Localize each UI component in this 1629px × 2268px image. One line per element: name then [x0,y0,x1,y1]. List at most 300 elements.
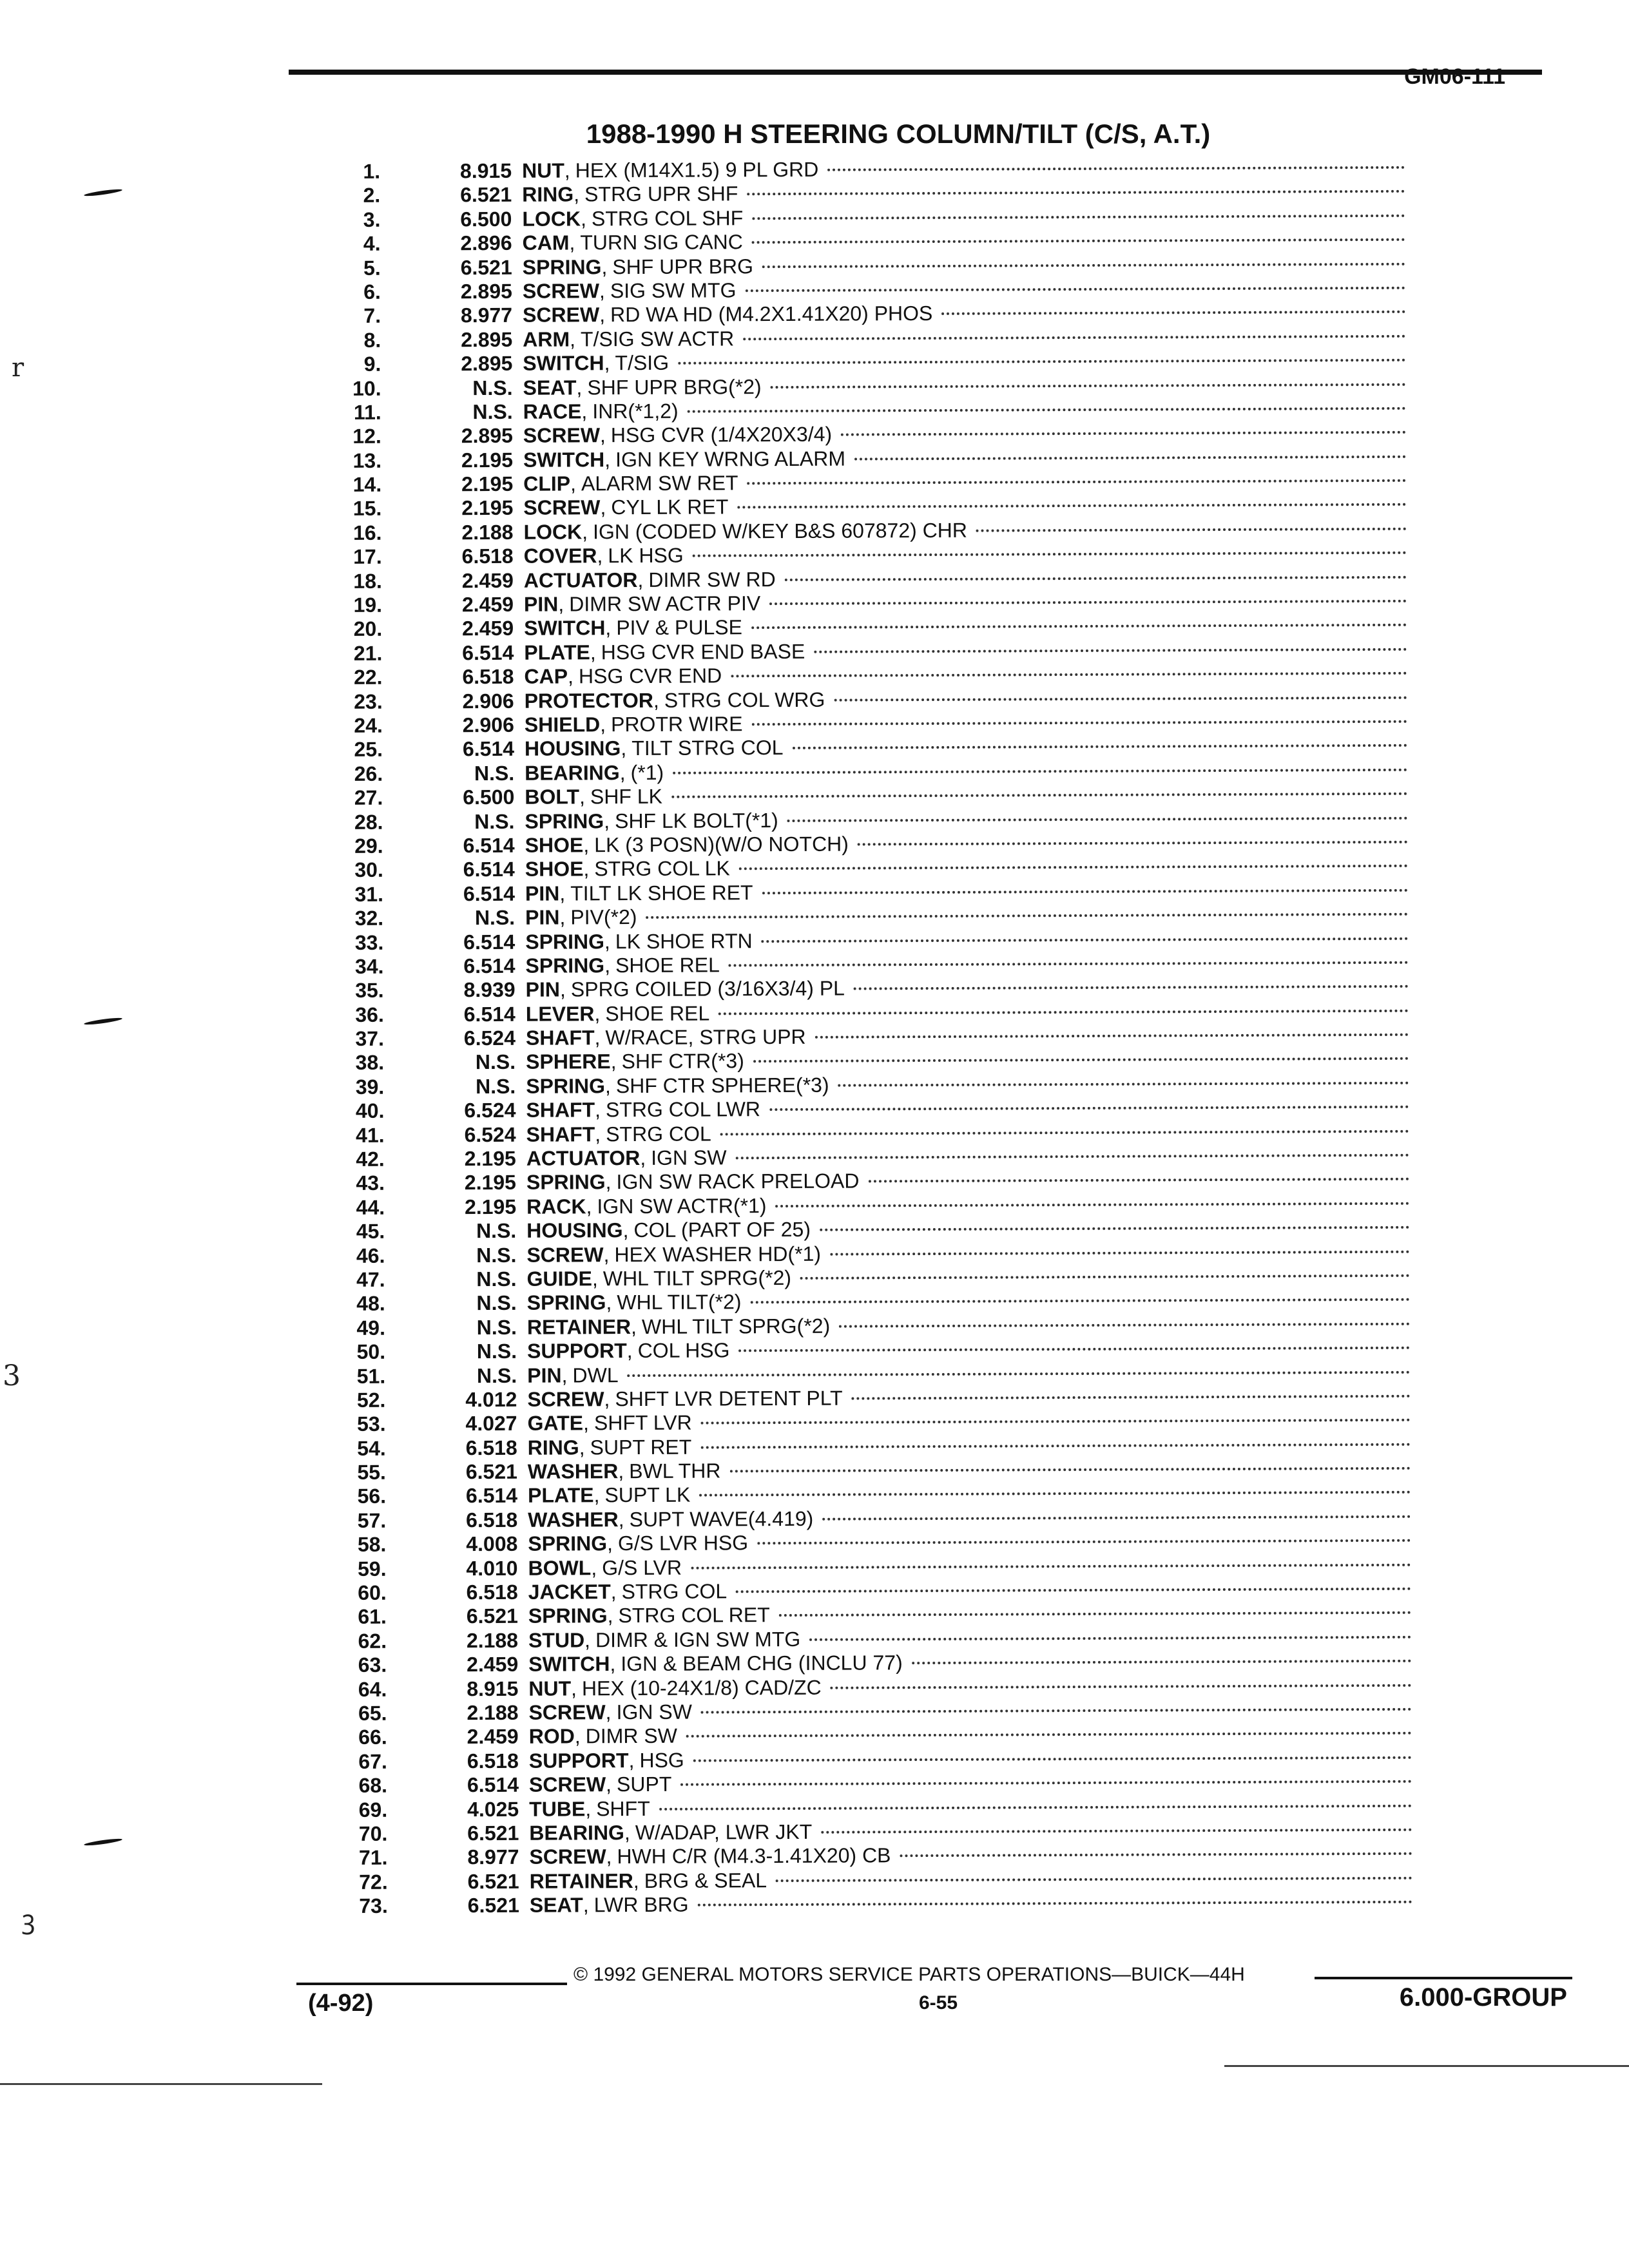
part-description: SUPT WAVE(4.419) [629,1506,814,1531]
part-name: SCREW [526,1242,604,1267]
dot-leader [673,769,1407,774]
part-number: 32. [354,906,384,930]
part-name: ACTUATOR [526,1146,641,1170]
part-description: PROTR WIRE [610,712,743,736]
part-description: SHF CTR(*3) [621,1049,744,1073]
part-name: RETAINER [526,1314,631,1339]
part-separator: , [581,399,588,423]
part-name: SUPPORT [526,1339,627,1363]
part-group-code: 2.895 [461,351,513,376]
part-number: 38. [355,1051,385,1075]
part-separator: , [594,1026,601,1050]
part-group-code: 6.524 [464,1099,516,1122]
part-description: SUPT [616,1772,672,1796]
dot-leader [809,1636,1411,1641]
binder-hole-mark [84,1838,122,1847]
part-group-code: N.S. [472,399,513,424]
part-description: HEX WASHER HD(*1) [614,1242,822,1266]
part-description: TILT LK SHOE RET [570,880,753,905]
part-number: 35. [355,979,384,1003]
dot-leader [678,359,1405,365]
dot-leader [834,696,1407,701]
dot-leader [800,1274,1410,1280]
part-group-code: 2.459 [467,1725,519,1749]
part-description: W/RACE, STRG UPR [605,1024,806,1050]
part-description: IGN (CODED W/KEY B&S 607872) CHR [592,518,968,544]
dot-leader [701,1419,1411,1425]
part-group-code: 2.459 [462,617,514,640]
part-group-code: 6.521 [467,1893,519,1917]
part-separator: , [604,351,610,375]
part-separator: , [570,327,576,351]
part-number: 73. [359,1894,388,1918]
part-description: INR(*1,2) [592,399,679,423]
part-name: PLATE [524,640,590,664]
dot-leader [671,793,1407,798]
dot-leader [747,479,1407,485]
part-description: SHOE REL [615,953,720,977]
part-name: PIN [523,592,559,616]
part-group-code: 2.195 [464,1195,517,1218]
part-group-code: 2.895 [461,327,513,351]
binder-hole-mark [84,188,122,197]
part-number: 26. [354,762,383,785]
part-number: 48. [356,1292,385,1316]
part-description: IGN SW [616,1700,692,1724]
part-separator: , [576,375,583,399]
dot-leader [776,1877,1412,1882]
part-separator: , [607,1604,613,1628]
part-name: RING [522,182,574,207]
part-group-code: 4.008 [466,1532,518,1556]
part-description: STRG COL RET [618,1603,770,1628]
part-description: DWL [572,1363,619,1387]
part-name: JACKET [528,1580,611,1604]
part-separator: , [605,1700,612,1724]
part-description: STRG COL [606,1122,711,1146]
part-group-code: 6.521 [460,255,512,279]
part-separator: , [583,857,590,881]
part-group-code: 2.195 [464,1171,517,1195]
part-number: 11. [353,400,381,424]
part-group-code: 6.500 [463,785,515,809]
part-number: 34. [354,954,384,978]
part-number: 58. [357,1532,387,1557]
part-number: 8. [363,328,381,352]
part-number: 14. [352,472,382,497]
part-separator: , [574,182,580,206]
part-separator: , [604,1074,611,1098]
part-name: HOUSING [526,1218,623,1242]
part-number: 45. [356,1219,385,1244]
part-description: SHF LK [590,784,663,809]
part-description: WHL TILT(*2) [617,1290,742,1314]
top-rule [289,70,1542,75]
part-name: GATE [527,1411,584,1436]
part-name: RACK [526,1195,586,1218]
dot-leader [737,503,1406,509]
part-name: SCREW [522,279,600,303]
part-number: 5. [363,256,381,280]
dot-leader [793,744,1407,749]
part-number: 54. [357,1436,386,1460]
part-number: 64. [358,1677,387,1701]
part-group-code: 6.518 [466,1580,518,1604]
part-number: 68. [358,1773,388,1798]
part-number: 9. [363,352,381,376]
part-number: 25. [354,738,383,762]
part-separator: , [571,1677,577,1700]
part-name: SPRING [525,929,605,954]
part-description: SPRG COILED (3/16X3/4) PL [570,976,845,1001]
footer-group: 6.000-GROUP [1399,1983,1567,2012]
part-number: 27. [354,785,383,810]
part-group-code: 6.514 [463,930,516,954]
dot-leader [698,1901,1412,1907]
part-group-code: N.S. [474,905,516,930]
part-separator: , [583,1411,590,1435]
dot-leader [762,937,1409,942]
part-description: SHF CTR SPHERE(*3) [615,1073,829,1097]
part-name: TUBE [529,1796,586,1821]
part-description: DIMR SW [585,1724,677,1748]
part-group-code: 8.915 [459,159,512,183]
part-description: SHF UPR BRG [612,254,754,278]
margin-glyph: 3 [3,1360,21,1392]
part-separator: , [561,1363,568,1387]
part-name: SPRING [526,1170,606,1195]
dot-leader [753,1057,1409,1062]
part-name: NUT [528,1677,572,1700]
part-group-code: 6.521 [460,183,512,207]
part-group-code: 6.514 [463,1002,516,1026]
dot-leader [752,215,1405,220]
dot-leader [720,1129,1409,1135]
dot-leader [771,383,1406,388]
part-group-code: N.S. [476,1243,517,1267]
part-number: 40. [355,1099,385,1123]
dot-leader [743,335,1405,340]
part-separator: , [600,495,606,519]
part-description: DIMR & IGN SW MTG [595,1627,801,1652]
part-group-code: 6.514 [462,737,515,761]
part-name: SPRING [526,1074,606,1098]
part-separator: , [580,207,587,231]
part-number: 57. [357,1508,387,1532]
part-group-code: 2.188 [461,520,514,544]
part-separator: , [606,1773,612,1796]
part-separator: , [619,760,626,784]
part-number: 24. [354,713,383,737]
part-name: SHOE [525,833,584,857]
part-description: STRG COL WRG [664,687,825,712]
part-separator: , [558,592,564,616]
part-description: SHFT LVR [593,1410,692,1435]
part-number: 51. [356,1364,386,1388]
part-name: SHAFT [526,1122,595,1146]
dot-leader [751,720,1407,726]
part-separator: , [606,1291,612,1314]
dot-leader [769,1106,1409,1111]
part-number: 67. [358,1749,387,1773]
part-group-code: 6.521 [467,1869,519,1893]
part-description: HSG CVR (1/4X20X3/4) [610,422,833,447]
part-number: 46. [356,1244,385,1267]
part-separator: , [583,833,590,857]
part-name: PROTECTOR [524,688,654,713]
part-separator: , [605,616,612,640]
dot-leader [854,455,1406,460]
part-group-code: 2.459 [467,1653,519,1677]
dot-leader [769,600,1407,605]
part-description: PIV(*2) [570,905,637,929]
dot-leader [701,1708,1412,1714]
dot-leader [841,431,1406,436]
parts-list [342,155,1412,1919]
dot-leader [838,1082,1409,1087]
part-description: SHF LK BOLT(*1) [614,808,778,832]
part-group-code: 2.195 [461,448,514,472]
dot-leader [854,985,1409,990]
part-name: ACTUATOR [523,568,638,592]
part-number: 69. [358,1798,388,1821]
part-separator: , [582,520,588,544]
part-description: SUPT LK [604,1483,691,1507]
part-number: 4. [363,231,381,256]
part-description: IGN & BEAM CHG (INCLU 77) [621,1651,903,1676]
part-description: WHL TILT SPRG(*2) [602,1265,792,1291]
dot-leader [738,1347,1410,1352]
part-row [349,1890,1412,1919]
part-description: PIV & PULSE [616,615,742,640]
part-name: CAM [522,231,570,255]
scan-edge-line [1224,2065,1629,2067]
part-name: SPRING [526,1291,606,1315]
part-number: 63. [358,1653,387,1677]
part-group-code: N.S. [475,1074,516,1098]
page-title: 1988-1990 H STEERING COLUMN/TILT (C/S, A.T.) [586,119,1211,149]
dot-leader [757,1539,1411,1544]
part-description: G/S LVR [602,1555,682,1579]
part-number: 61. [358,1605,387,1629]
part-name: SPRING [528,1604,608,1628]
part-description: SIG SW MTG [610,278,737,303]
part-description: STRG COL LK [594,856,730,881]
part-description: STRG COL SHF [591,206,744,231]
part-separator: , [599,303,606,327]
dot-leader [700,1443,1410,1448]
part-separator: , [574,1724,581,1748]
dot-leader [785,575,1407,581]
part-description: ALARM SW RET [581,471,738,495]
part-description: HSG CVR END [578,664,722,688]
part-description: SHOE REL [605,1001,710,1025]
part-group-code: N.S. [476,1315,517,1339]
dot-leader [731,672,1407,678]
part-separator: , [631,1314,637,1338]
part-name: ROD [528,1724,575,1749]
part-name: WASHER [527,1459,619,1483]
part-number: 52. [356,1388,386,1412]
part-group-code: N.S. [476,1363,517,1387]
part-separator: , [564,159,570,182]
part-number: 39. [355,1075,385,1099]
dot-leader [739,865,1408,870]
part-name: SHOE [525,857,584,881]
part-name: SPRING [525,809,604,833]
part-description: TURN SIG CANC [580,230,743,255]
part-group-code: 6.518 [466,1508,518,1532]
dot-leader [815,1033,1409,1039]
part-number: 53. [356,1412,386,1436]
part-separator: , [621,736,627,760]
part-number: 13. [352,448,382,472]
part-number: 7. [363,304,381,328]
part-separator: , [569,231,575,255]
binder-hole-mark [84,1017,122,1026]
part-description: HEX (10-24X1/8) CAD/ZC [581,1675,822,1700]
part-separator: , [633,1869,639,1892]
part-number: 36. [355,1003,384,1026]
part-group-code: 8.939 [463,978,516,1002]
part-name: SPRING [528,1532,608,1556]
part-group-code: 2.459 [461,568,514,592]
dot-leader [659,1804,1412,1810]
part-description: T/SIG SW ACTR [580,327,735,351]
part-name: SHIELD [524,713,601,736]
part-name: PIN [527,1363,562,1387]
dot-leader [814,648,1407,653]
part-name: PLATE [527,1483,594,1508]
part-group-code: 2.906 [462,689,514,713]
part-name: SPRING [522,255,602,279]
dot-leader [830,1250,1409,1255]
part-description: SHF UPR BRG(*2) [587,374,762,399]
part-separator: , [601,255,608,278]
part-group-code: 2.896 [460,231,512,255]
dot-leader [745,287,1405,292]
part-separator: , [594,1001,601,1025]
part-number: 42. [356,1147,385,1171]
part-name: PIN [525,905,560,929]
part-name: SCREW [529,1845,606,1869]
dot-leader [699,1491,1411,1497]
part-description: BRG & SEAL [644,1868,767,1892]
part-description: RD WA HD (M4.2X1.41X20) PHOS [610,302,933,327]
part-number: 30. [354,858,383,882]
part-separator: , [622,1218,629,1242]
footer-revision-date: (4-92) [308,1990,374,2017]
part-description: IGN SW ACTR(*1) [597,1193,767,1218]
part-separator: , [559,977,566,1001]
part-name: PIN [525,977,561,1002]
part-group-code: 2.895 [461,424,513,448]
dot-leader [751,624,1407,629]
part-separator: , [640,1146,646,1170]
part-group-code: 4.012 [465,1387,517,1412]
part-number: 55. [357,1460,386,1485]
dot-leader [628,1370,1411,1376]
part-separator: , [585,1796,592,1820]
dot-leader [680,1780,1412,1786]
part-number: 3. [363,207,381,231]
part-description: STRG UPR SHF [584,182,738,206]
part-number: 59. [357,1557,387,1581]
part-name: GUIDE [526,1267,593,1291]
part-separator: , [570,472,577,495]
part-name: SHAFT [526,1098,595,1122]
dot-leader [751,1298,1410,1303]
part-group-code: N.S. [472,376,513,399]
dot-leader [688,407,1406,413]
part-separator: , [610,1050,617,1073]
part-group-code: 4.010 [466,1556,518,1580]
part-number: 21. [353,641,383,665]
part-group-code: 6.514 [463,881,516,905]
part-number: 20. [353,617,383,641]
part-number: 19. [353,593,383,617]
part-separator: , [584,1628,591,1652]
part-number: 47. [356,1267,385,1291]
part-description: IGN KEY WRNG ALARM [615,447,846,471]
part-separator: , [593,1483,600,1507]
part-description: TILT STRG COL [631,736,784,760]
part-separator: , [591,1555,597,1579]
part-separator: , [599,423,606,447]
part-number: 71. [358,1846,388,1870]
dot-leader [693,1756,1412,1762]
document-code: GM06-111 [1404,64,1505,89]
part-separator: , [604,954,611,977]
part-number: 10. [352,376,381,400]
part-group-code: N.S. [476,1267,517,1291]
part-number: 2. [363,184,381,207]
part-description: SHFT LVR DETENT PLT [615,1386,843,1411]
part-separator: , [559,905,566,929]
dot-leader [691,1563,1411,1569]
part-description: IGN SW RACK PRELOAD [616,1169,860,1194]
part-separator: , [597,544,603,568]
part-separator: , [604,1387,610,1411]
part-group-code: 2.188 [466,1628,519,1653]
part-name: SEAT [529,1893,583,1917]
dot-leader [646,913,1409,919]
part-separator: , [590,640,596,664]
part-group-code: N.S. [476,1339,517,1363]
dot-leader [976,528,1407,532]
part-group-code: 2.195 [461,496,514,520]
dot-leader [752,238,1405,244]
part-group-code: 4.027 [465,1412,517,1436]
part-name: BEARING [529,1821,624,1845]
part-name: STUD [528,1628,585,1652]
part-group-code: N.S. [476,1219,517,1243]
part-separator: , [604,929,610,953]
part-description: HWH C/R (M4.3-1.41X20) CB [617,1843,891,1869]
part-name: HOUSING [524,736,621,761]
part-number: 60. [358,1581,387,1604]
part-separator: , [628,1748,635,1772]
dot-leader [693,552,1407,557]
dot-leader [787,816,1408,822]
part-description: LK SHOE RTN [615,928,753,953]
part-name: RETAINER [529,1869,633,1893]
part-number: 6. [363,280,381,303]
part-separator: , [595,1098,601,1122]
part-description: IGN SW [651,1146,727,1169]
part-group-code: 6.521 [465,1459,517,1484]
part-separator: , [559,881,566,905]
